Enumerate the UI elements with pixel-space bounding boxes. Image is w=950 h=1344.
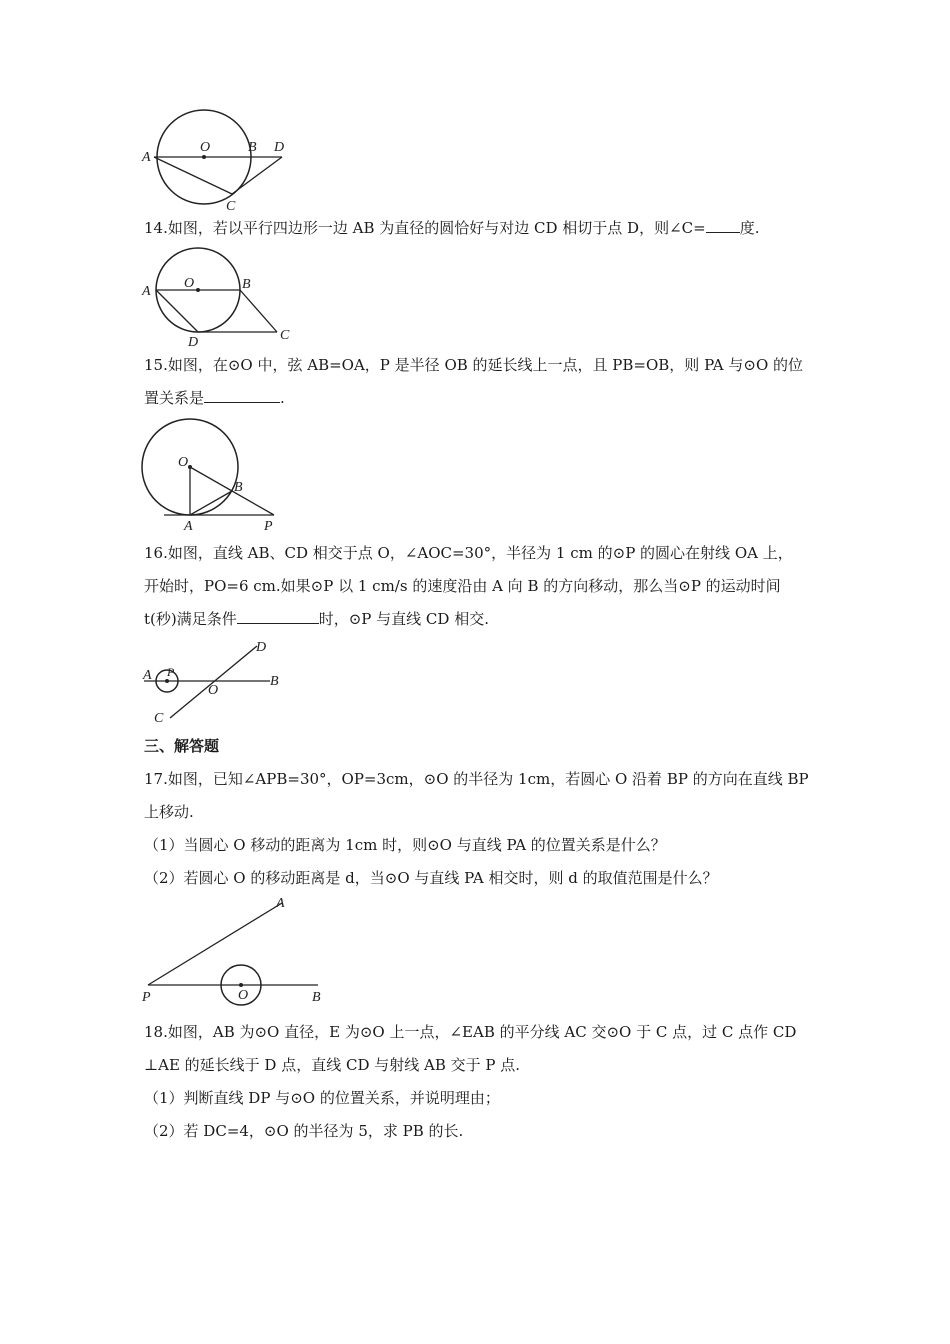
line-cd: [170, 646, 257, 718]
center-dot: [165, 679, 169, 683]
label-d: D: [188, 335, 199, 350]
question-17-line-1: 17.如图，已知∠APB=30°，OP=3cm，⊙O 的半径为 1cm，若圆心 O 沿着 BP 的方向在直线 BP: [144, 770, 809, 788]
segment-ac: [154, 157, 232, 194]
segment-bc: [240, 290, 277, 332]
label-c: C: [226, 199, 236, 214]
question-18-sub-1: （1）判断直线 DP 与⊙O 的位置关系，并说明理由；: [144, 1089, 500, 1107]
figure-q14: [140, 248, 300, 348]
answer-blank: [204, 388, 280, 403]
figure-q13: [140, 110, 300, 214]
label-a: A: [142, 284, 151, 299]
label-d: D: [256, 640, 267, 655]
figure-q15: [140, 418, 290, 536]
question-17-sub-2: （2）若圆心 O 的移动距离是 d，当⊙O 与直线 PA 相交时，则 d 的取值范围是什么？: [144, 869, 718, 887]
section-heading: 三、解答题: [144, 737, 220, 755]
label-p: P: [167, 665, 175, 679]
segment-cd: [232, 157, 282, 194]
label-a: A: [184, 519, 193, 534]
label-a: A: [143, 668, 152, 683]
question-15-line-1: 15.如图，在⊙O 中，弦 AB=OA，P 是半径 OB 的延长线上一点，且 PB=OB，则 PA 与⊙O 的位: [144, 356, 804, 374]
label-c: C: [280, 328, 290, 343]
label-o: O: [208, 683, 219, 698]
label-a: A: [142, 150, 151, 165]
label-b: B: [234, 480, 243, 495]
label-p: P: [142, 990, 151, 1005]
label-o: O: [184, 276, 195, 291]
figure-q16: [140, 636, 290, 728]
label-b: B: [312, 990, 321, 1005]
label-b: B: [248, 140, 257, 155]
label-b: B: [242, 277, 251, 292]
center-dot: [196, 288, 200, 292]
question-16-line-1: 16.如图，直线 AB、CD 相交于点 O，∠AOC=30°，半径为 1 cm 的⊙P 的圆心在射线 OA 上，: [144, 544, 793, 562]
label-o: O: [238, 988, 249, 1003]
center-dot: [188, 465, 192, 469]
question-17-line-2: 上移动.: [144, 803, 194, 821]
question-18-line-2: ⊥AE 的延长线于 D 点，直线 CD 与射线 AB 交于 P 点.: [144, 1056, 521, 1074]
label-p: P: [264, 519, 273, 534]
label-o: O: [178, 455, 189, 470]
label-d: D: [274, 140, 285, 155]
question-16-line-3: t(秒)满足条件 时，⊙P 与直线 CD 相交.: [144, 610, 489, 628]
figure-q17: [140, 893, 340, 1005]
question-18-line-1: 18.如图，AB 为⊙O 直径，E 为⊙O 上一点，∠EAB 的平分线 AC 交⊙O 于 C 点，过 C 点作 CD: [144, 1023, 797, 1041]
question-14: 14.如图，若以平行四边形一边 AB 为直径的圆恰好与对边 CD 相切于点 D，则∠C= 度.: [144, 219, 760, 237]
center-dot: [202, 155, 206, 159]
question-17-sub-1: （1）当圆心 O 移动的距离为 1cm 时，则⊙O 与直线 PA 的位置关系是什么？: [144, 836, 666, 854]
question-18-sub-2: （2）若 DC=4，⊙O 的半径为 5，求 PB 的长.: [144, 1122, 464, 1140]
center-dot: [239, 983, 243, 987]
chord-ab: [190, 491, 232, 515]
label-a: A: [276, 896, 285, 911]
answer-blank: [237, 609, 319, 624]
question-16-line-2: 开始时，PO=6 cm.如果⊙P 以 1 cm/s 的速度沿由 A 向 B 的方向移动，那么当⊙P 的运动时间: [144, 577, 781, 595]
line-pa: [148, 903, 282, 985]
label-c: C: [154, 711, 164, 726]
label-b: B: [270, 674, 279, 689]
label-o: O: [200, 140, 211, 155]
question-15-line-2: 置关系是 .: [144, 389, 285, 407]
answer-blank: [706, 218, 740, 233]
